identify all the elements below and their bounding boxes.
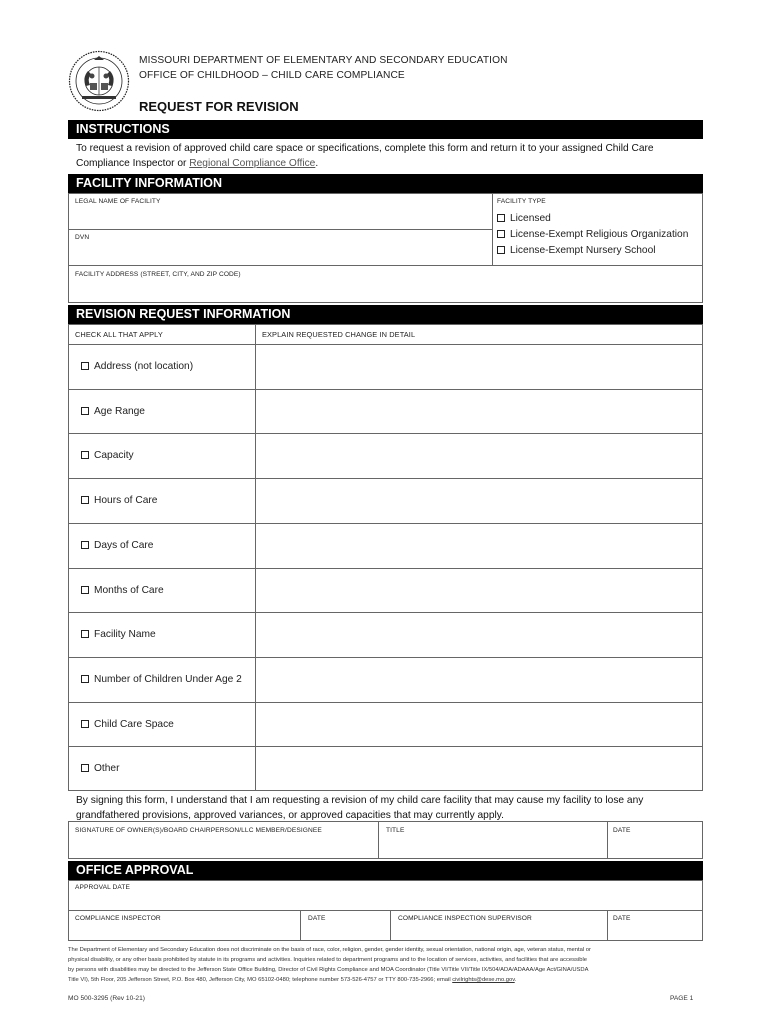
nondiscrimination-notice xyxy=(68,945,703,985)
dvn-field[interactable] xyxy=(70,242,488,263)
legal-name-label: LEGAL NAME OF FACILITY xyxy=(75,198,161,205)
revision-option[interactable] xyxy=(81,719,174,730)
page-number: PAGE 1 xyxy=(670,995,694,1002)
facility-type-religious[interactable] xyxy=(497,229,688,240)
explain-change-field[interactable] xyxy=(258,435,700,476)
revision-option-label: Child Care Space xyxy=(94,719,174,730)
approval-date-label: APPROVAL DATE xyxy=(75,884,131,891)
explain-change-field[interactable] xyxy=(258,570,700,611)
explain-change-field[interactable] xyxy=(258,748,700,789)
signature-date-field[interactable] xyxy=(610,836,700,857)
checkbox-icon[interactable] xyxy=(497,230,505,238)
instructions-text xyxy=(76,141,701,171)
option-label: License-Exempt Religious Organization xyxy=(510,229,689,240)
explain-change-field[interactable] xyxy=(258,704,700,745)
revision-option-label: Address (not location) xyxy=(94,361,194,372)
revision-option-label: Number of Children Under Age 2 xyxy=(94,674,242,685)
supervisor-field[interactable] xyxy=(393,924,605,939)
revision-option-label: Age Range xyxy=(94,406,145,417)
revision-option[interactable] xyxy=(81,450,134,461)
checkbox-icon[interactable] xyxy=(497,246,505,254)
revision-option[interactable] xyxy=(81,361,193,372)
notice-line-2: physical disability, or any other basis prohibited by statute in its programs and activities. Inquiries related to department programs and to the location of services, activities, and facilities that are accessible xyxy=(68,957,587,963)
checkbox-icon[interactable] xyxy=(81,630,89,638)
form-number: MO 500-3295 (Rev 10-21) xyxy=(68,995,145,1002)
revision-option-label: Days of Care xyxy=(94,540,154,551)
checkbox-icon[interactable] xyxy=(81,586,89,594)
row-divider xyxy=(68,568,703,569)
regional-compliance-office-link[interactable]: Regional Compliance Office xyxy=(189,158,316,169)
explain-change-field[interactable] xyxy=(258,614,700,655)
dvn-label: DVN xyxy=(75,234,90,241)
title-label: TITLE xyxy=(386,827,405,834)
facility-type-licensed[interactable] xyxy=(497,213,551,224)
notice-line-3: by persons with disabilities may be directed to the Jefferson State Office Building, Director of Civil Rights Compliance and MOA Coordinator (Title VI/Title VII/Title IX/504/ADA/ADAAA/Age Act/GINA/USDA xyxy=(68,967,589,973)
facility-type-label: FACILITY TYPE xyxy=(497,198,546,205)
revision-option-label: Other xyxy=(94,763,120,774)
notice-line-4: Title VI), 5th Floor, 205 Jefferson Street, P.O. Box 480, Jefferson City, MO 65102-0480; telephone number 573-526-4757 or TTY 800-735-2966; email xyxy=(68,977,453,983)
revision-option[interactable] xyxy=(81,406,145,417)
checkbox-icon[interactable] xyxy=(81,362,89,370)
revision-heading: REVISION REQUEST INFORMATION xyxy=(68,305,703,324)
signature-field[interactable] xyxy=(70,836,375,857)
approval-date-field[interactable] xyxy=(70,892,700,908)
revision-option-label: Facility Name xyxy=(94,629,156,640)
supervisor-label: COMPLIANCE INSPECTION SUPERVISOR xyxy=(398,915,532,922)
instructions-line-2: Compliance Inspector or xyxy=(76,158,190,169)
explain-change-field[interactable] xyxy=(258,659,700,700)
notice-line-1: The Department of Elementary and Secondary Education does not discriminate on the basis of race, color, religion, gender, gender identity, sexual orientation, national origin, age, veteran status, mental or xyxy=(68,947,591,953)
office-name: OFFICE OF CHILDHOOD – CHILD CARE COMPLIANCE xyxy=(139,70,405,81)
civil-rights-email-link[interactable]: civilrights@dese.mo.gov xyxy=(452,977,515,983)
revision-option[interactable] xyxy=(81,674,242,685)
missouri-state-seal-icon xyxy=(68,50,130,112)
agency-name: MISSOURI DEPARTMENT OF ELEMENTARY AND SECONDARY EDUCATION xyxy=(139,55,508,66)
explain-change-field[interactable] xyxy=(258,391,700,432)
checkbox-icon[interactable] xyxy=(81,720,89,728)
revision-option-label: Months of Care xyxy=(94,585,164,596)
signature-label: SIGNATURE OF OWNER(S)/BOARD CHAIRPERSON/LLC MEMBER/DESIGNEE xyxy=(75,827,322,834)
revision-option[interactable] xyxy=(81,629,156,640)
revision-option-label: Hours of Care xyxy=(94,495,158,506)
date-label: DATE xyxy=(613,827,631,834)
revision-option-label: Capacity xyxy=(94,450,134,461)
facility-type-nursery[interactable] xyxy=(497,245,656,256)
checkbox-icon[interactable] xyxy=(81,675,89,683)
inspector-date-field[interactable] xyxy=(303,924,388,939)
row-divider xyxy=(68,478,703,479)
checkbox-icon[interactable] xyxy=(497,214,505,222)
notice-period: . xyxy=(514,977,517,983)
facility-heading: FACILITY INFORMATION xyxy=(68,174,703,193)
facility-address-field[interactable] xyxy=(70,280,700,301)
checkbox-icon[interactable] xyxy=(81,451,89,459)
explain-change-field[interactable] xyxy=(258,346,700,387)
form-title: REQUEST FOR REVISION xyxy=(139,99,299,114)
legal-name-field[interactable] xyxy=(70,206,488,227)
instructions-heading: INSTRUCTIONS xyxy=(68,120,703,139)
checkbox-icon[interactable] xyxy=(81,496,89,504)
row-divider xyxy=(68,433,703,434)
checkbox-icon[interactable] xyxy=(81,541,89,549)
row-divider xyxy=(68,702,703,703)
supervisor-date-label: DATE xyxy=(613,915,631,922)
inspector-date-label: DATE xyxy=(308,915,326,922)
explain-change-field[interactable] xyxy=(258,480,700,521)
row-divider xyxy=(68,657,703,658)
revision-option[interactable] xyxy=(81,540,153,551)
check-all-label: CHECK ALL THAT APPLY xyxy=(75,330,163,339)
revision-option[interactable] xyxy=(81,585,164,596)
compliance-inspector-field[interactable] xyxy=(70,924,298,939)
signature-statement xyxy=(76,793,701,823)
checkbox-icon[interactable] xyxy=(81,764,89,772)
statement-line-1: By signing this form, I understand that I am requesting a revision of my child care facility that may cause my facility to lose any xyxy=(76,795,644,806)
row-divider xyxy=(68,612,703,613)
statement-line-2: grandfathered provisions, approved variances, or approved capacities that may currently apply. xyxy=(76,810,504,821)
checkbox-icon[interactable] xyxy=(81,407,89,415)
title-field[interactable] xyxy=(381,836,604,857)
revision-option[interactable] xyxy=(81,763,119,774)
supervisor-date-field[interactable] xyxy=(610,924,700,939)
row-divider xyxy=(68,746,703,747)
row-divider xyxy=(68,523,703,524)
option-label: Licensed xyxy=(510,213,551,224)
explain-change-label: EXPLAIN REQUESTED CHANGE IN DETAIL xyxy=(262,330,416,339)
office-approval-heading: OFFICE APPROVAL xyxy=(68,861,703,880)
compliance-inspector-label: COMPLIANCE INSPECTOR xyxy=(75,915,161,922)
instructions-line-1: To request a revision of approved child care space or specifications, complete this form and return it to your assigned Child Care xyxy=(76,143,654,154)
revision-option[interactable] xyxy=(81,495,157,506)
option-label: License-Exempt Nursery School xyxy=(510,245,656,256)
explain-change-field[interactable] xyxy=(258,525,700,566)
row-divider xyxy=(68,389,703,390)
instructions-period: . xyxy=(315,158,319,169)
facility-address-label: FACILITY ADDRESS (STREET, CITY, AND ZIP CODE) xyxy=(75,271,241,278)
